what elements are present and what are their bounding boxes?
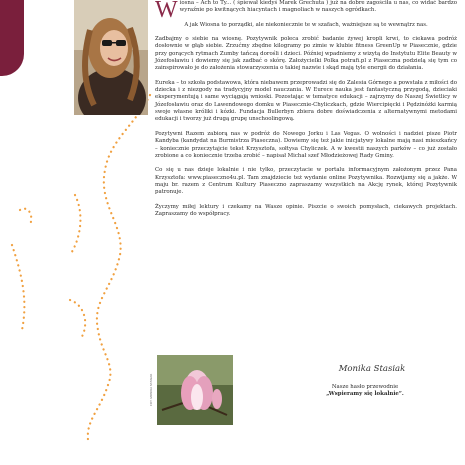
magnolia-photo [157,355,233,425]
paragraph-7: Życzymy miłej lektury i czekamy na Wasze opinie. Piszcie o swoich pomysłach, ciekawych projektach. Zapraszamy do współpracy. [155,203,457,217]
paragraph-4: Eureka – to szkoła podstawowa, która niebawem przeprowadzi się do Zalesia Górnego a powstała z miłości do dziecka i z niezgody na tradycyjny model nauczania. W Eurece nauka jest fantastyczną przygodą, dzieciaki eksperymentują i same wyciągają wnioski. Pozostając w tematyce edukacji – zajrzymy do Naszej Świetlicy w Józefosławiu oraz do Lawendowego domku w Piasecznie-Chyliczkach, gdzie Wiercipięcki i Pędzinóżki karmią swoje własne króliki i kózki. Fundacja Bullerbyn zbiera dobre doświadczenia z alternatywnymi metodami edukacji i tworzy już drugą grupę unschoolingową. [155,79,457,123]
photo-credit: FOT. MONIKA STASIAK [149,373,153,407]
paragraph-6: Co się u nas dzieje lokalnie i nie tylko, przeczytacie w portalu informacyjnym założonym przez Pana Krzysztofa: www.piaseczno4u.pl. Tam znajdziecie też wydanie online Pozytywnika. Rozwijamy się a jakże. W maju br. razem z Centrum Kultury Piaseczno zapraszamy wszystkich na Akcję rynek, której Pozytywnik patronuje. [155,167,457,196]
paragraph-5: Pozytywni Razem zabiorą nas w podróż do Nowego Jorku i Las Vegas. O wolności i nadziei pisze Piotr Kandyba (kandydat na Burmistrza Piaseczna). Dowiemy się też jakie inicjatywy lokalne mają nasi mieszkańcy – koniecznie przeczytajcie tekst Krzysztofa, sołtysa Chyliczek. A w kwestii naszych parków – co już zostało zrobione a co koniecznie trzeba zrobić – napisał Michał szef Młodzieżowej Rady Gminy. [155,130,457,159]
author-portrait-photo [74,0,148,115]
paragraph-intro: Wiosna – Ach to Ty... ( śpiewał kiedyś Marek Grechuta ) już na dobre zagościła u nas, co widać bardzo wyraźnie po kwitnących hiacyntach i magnoliach w naszych ogródkach. [155,0,457,23]
paragraph-3: Zadbajmy o siebie na wiosnę. Pozytywnik poleca zrobić badanie żywej kropli krwi, to ciekawa podróż dosłownie w głąb siebie. Zrzućmy zbędne kilogramy po zimie w klubie fitness GreenUp w Piasecznie, gdzie przy gorących rytmach Zumby tańczą dorośli i dzieci. Później wpadniemy z wizytą do Instytutu Elite Beauty w Józefosławiu i dowiemy się jak zadbać o skórę. Założycielki Polka potrafi.pl z Piaseczna podzielą się tym co zainspirowało je do założenia stowarzyszenia o takiej nazwie i skąd mają tyle energii do działania. [155,36,457,72]
drop-cap: W [155,0,178,23]
paragraph-2: A jak Wiosna to porządki, ale niekoniecznie te w szafach, ważniejsze są te wewnątrz nas. [184,21,428,28]
closing-motto: Nasze hasło przewodnie „Wspieramy się lokalnie”. [326,384,404,398]
signature-name: Monika Stasiak [338,364,406,374]
side-tab-decoration [0,0,24,76]
editorial-text [155,0,457,225]
